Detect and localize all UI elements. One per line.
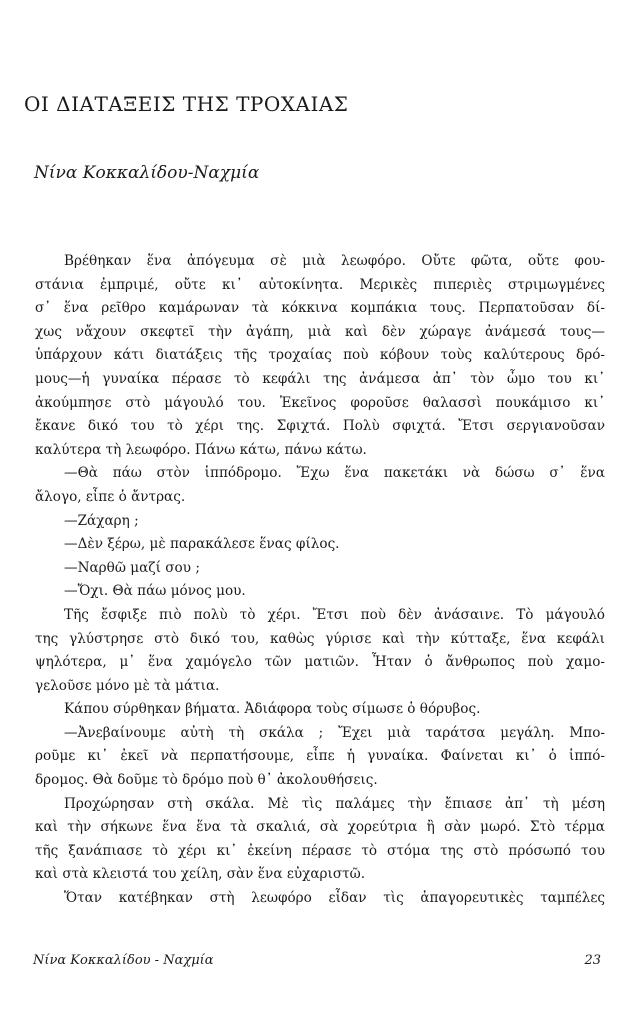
author-name: Νίνα Κοκκαλίδου-Ναχμία: [34, 163, 260, 183]
text-line: ψηλότερα, μ᾽ ἕνα χαμόγελο τῶν ματιῶν. Ἦταν ὁ ἄνθρωπος ποὺ χαμο-: [35, 654, 605, 671]
text-line: ὑπάρχουν κάτι διατάξεις τῆς τροχαίας ποὺ κόβουν τοὺς καλύτερους δρό-: [35, 347, 605, 364]
text-line: —Θὰ πάω στὸν ἱππόδρομο. Ἔχω ἕνα πακετάκι νὰ δώσω σ᾽ ἕνα: [64, 465, 605, 482]
text-line: καλύτερα τὴ λεωφόρο. Πάνω κάτω, πάνω κάτω.: [35, 441, 367, 458]
text-line: χως νἄχουν σκεφτεῖ τὴν ἀγάπη, μιὰ καὶ δὲν χώραγε ἀνάμεσά τους—: [35, 323, 605, 340]
text-line: σ᾽ ἕνα ρεῖθρο καμάρωναν τὰ κόκκινα κομπάκια τους. Περπατοῦσαν δί-: [35, 300, 605, 317]
text-line: —Ὄχι. Θὰ πάω μόνος μου.: [64, 583, 246, 600]
text-line: καὶ τὴν σήκωνε ἕνα ἕνα τὰ σκαλιά, σὰ χορεύτρια ἢ σὰν μωρό. Στὸ τέρμα: [35, 819, 605, 836]
text-line: ἄλογο, εἶπε ὁ ἄντρας.: [35, 488, 186, 505]
page-title: ΟΙ ΔΙΑΤΑΞΕΙΣ ΤΗΣ ΤΡΟΧΑΙΑΣ: [24, 92, 349, 116]
body-text: [35, 250, 605, 911]
text-line: στάνια ἐμπριμέ, οὔτε κι᾽ αὐτοκίνητα. Μερικὲς πιπεριὲς στριμωγμένες: [35, 276, 605, 293]
text-line: καὶ στὰ κλειστά του χείλη, σὰν ἕνα εὐχαριστῶ.: [35, 866, 366, 883]
text-line: της γλύστρησε στὸ δικό του, καθὼς γύρισε καὶ τὴν κύτταξε, ἕνα κεφάλι: [35, 630, 605, 647]
text-line: Προχώρησαν στὴ σκάλα. Μὲ τὶς παλάμες τὴν ἔπιασε ἀπ᾽ τὴ μέση: [64, 795, 605, 812]
text-line: —Ναρθῶ μαζί σου ;: [64, 559, 200, 576]
text-line: Κάπου σύρθηκαν βήματα. Ἀδιάφορα τοὺς σίμωσε ὁ θόρυβος.: [64, 701, 481, 718]
text-line: Βρέθηκαν ἕνα ἀπόγευμα σὲ μιὰ λεωφόρο. Οὔτε φῶτα, οὔτε φου-: [64, 253, 605, 269]
text-line: μους—ἡ γυναίκα πέρασε τὸ κεφάλι της ἀνάμεσα ἀπ᾽ τὸν ὦμο του κι᾽: [35, 370, 605, 387]
footer-author: Νίνα Κοκκαλίδου - Ναχμία: [33, 953, 214, 968]
text-line: ἀκούμπησε στὸ μάγουλό του. Ἐκεῖνος φοροῦσε θαλασσὶ πουκάμισο κι᾽: [35, 394, 605, 411]
page-number: 23: [584, 953, 601, 968]
text-line: —Ζάχαρη ;: [64, 512, 139, 529]
text-line: ροῦμε κι᾽ ἐκεῖ νὰ περπατήσουμε, εἶπε ἡ γυναίκα. Φαίνεται κι᾽ ὁ ἱππό-: [35, 748, 605, 765]
text-line: —Δὲν ξέρω, μὲ παρακάλεσε ἕνας φίλος.: [64, 536, 340, 553]
text-line: —Ἀνεβαίνουμε αὐτὴ τὴ σκάλα ; Ἔχει μιὰ ταράτσα μεγάλη. Μπο-: [64, 724, 605, 741]
text-line: τῆς ξανάπιασε τὸ χέρι κι᾽ ἐκείνη πέρασε τὸ στόμα της στὸ πρόσωπό του: [35, 842, 605, 859]
text-line: γελοῦσε μόνο μὲ τὰ μάτια.: [35, 677, 220, 694]
text-line: Ὅταν κατέβηκαν στὴ λεωφόρο εἶδαν τὶς ἀπαγορευτικὲς ταμπέλες: [64, 890, 605, 907]
text-line: ἔκανε δικό του τὸ χέρι της. Σφιχτά. Πολὺ σφιχτά. Ἔτσι σεργιανοῦσαν: [35, 418, 605, 435]
text-line: Τῆς ἔσφιξε πιὸ πολὺ τὸ χέρι. Ἔτσι ποὺ δὲν ἀνάσαινε. Τὸ μάγουλό: [64, 606, 605, 623]
text-line: δρομος. Θὰ δοῦμε τὸ δρόμο ποὺ θ᾽ ἀκολουθήσεις.: [35, 772, 378, 789]
